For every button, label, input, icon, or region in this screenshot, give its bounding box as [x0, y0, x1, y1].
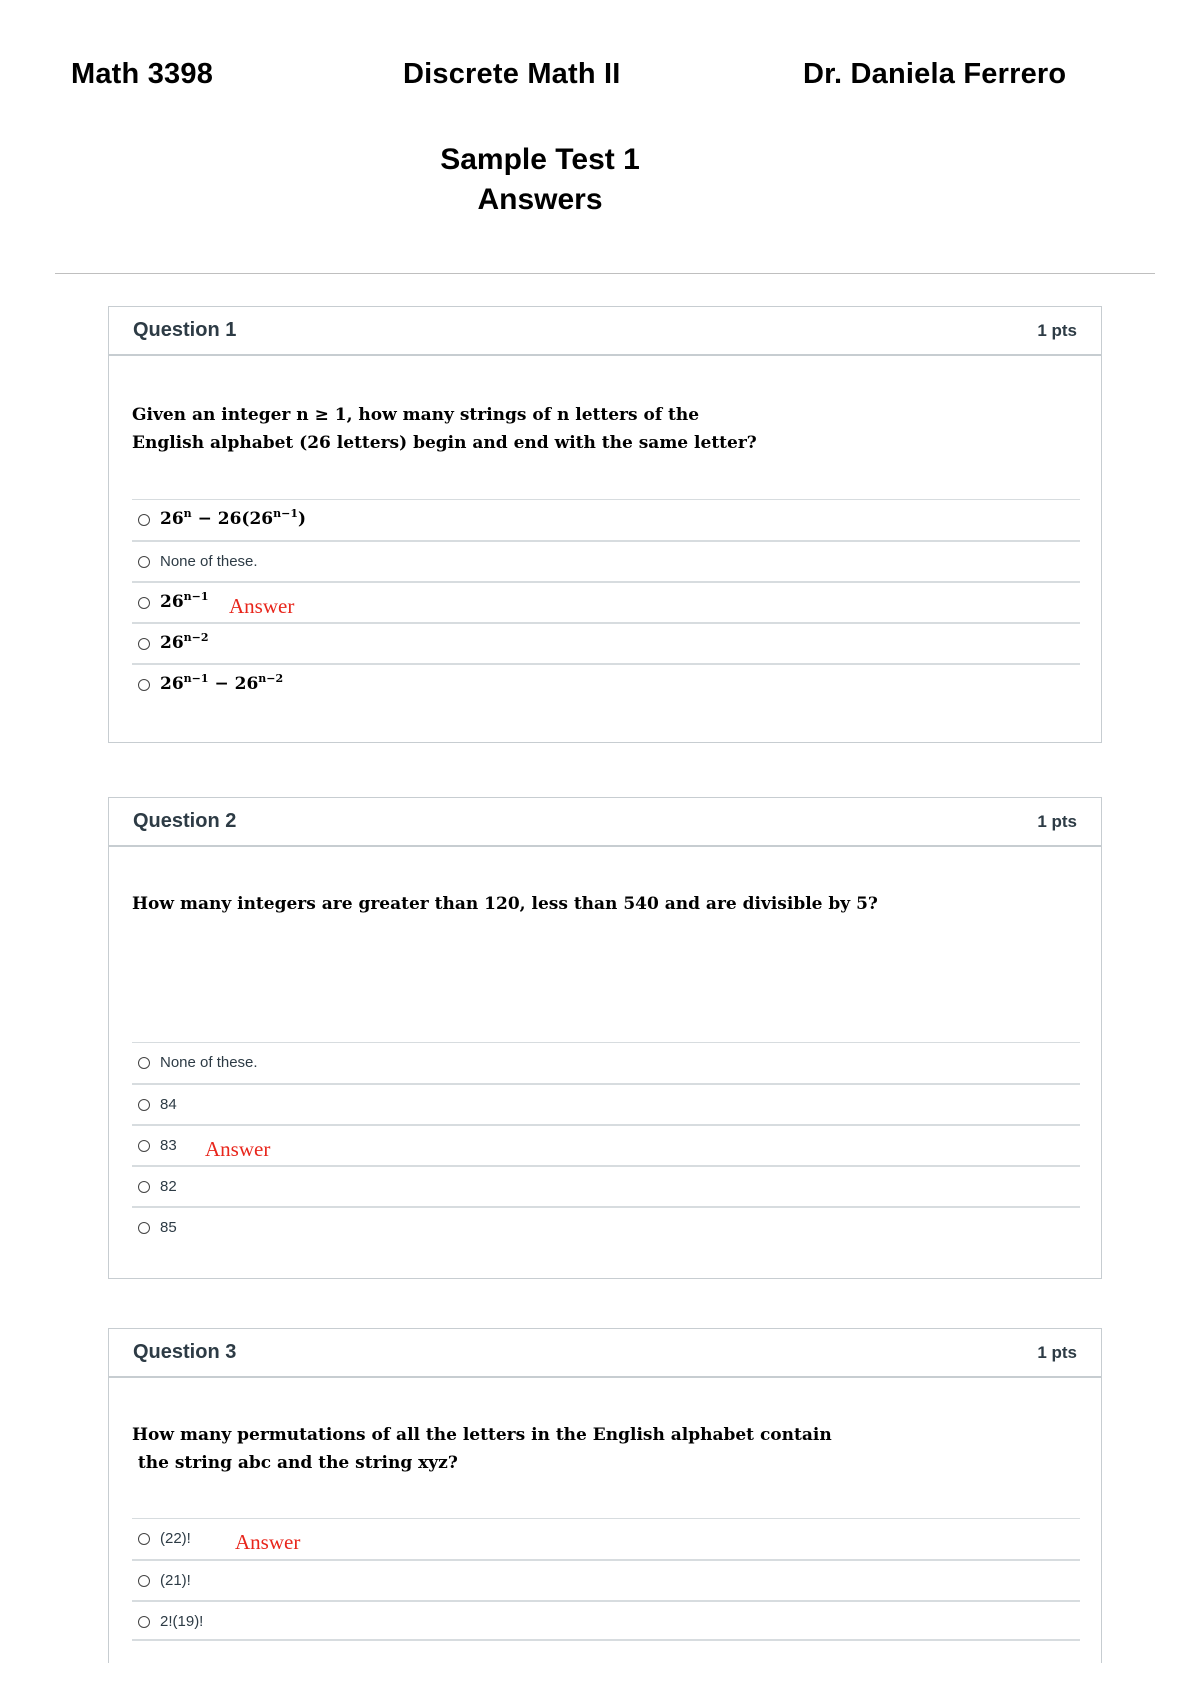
answer-list [132, 499, 1080, 704]
answer-expression: $26^n - 26(26^{n-1})$ [160, 507, 307, 529]
answer-expression: $26^{n-1}$ [160, 590, 209, 612]
answer-option-correct[interactable] [132, 1124, 1080, 1165]
answer-marker: Answer [205, 1137, 271, 1161]
radio-button[interactable] [138, 514, 150, 526]
radio-button[interactable] [138, 1533, 150, 1545]
question-header [109, 307, 1101, 356]
radio-button[interactable] [138, 1140, 150, 1152]
question-points: 1 pts [1037, 812, 1077, 831]
answer-marker: Answer [229, 594, 295, 618]
answer-text: None of these. [160, 553, 258, 570]
answer-option[interactable] [132, 1083, 1080, 1124]
answer-list [132, 1518, 1080, 1641]
answer-text: 84 [160, 1096, 177, 1113]
question-text [132, 1421, 832, 1477]
answer-text: 82 [160, 1178, 177, 1195]
answer-option[interactable] [132, 540, 1080, 581]
answer-option-correct[interactable] [132, 1518, 1080, 1559]
question-points: 1 pts [1037, 1343, 1077, 1362]
test-title: Sample Test 1 [440, 143, 640, 176]
question-title: Question 1 [133, 319, 237, 341]
header-divider [55, 273, 1155, 274]
test-subtitle: Answers [477, 183, 603, 216]
answer-option[interactable] [132, 1206, 1080, 1247]
answer-option[interactable] [132, 499, 1080, 540]
question-text [132, 890, 878, 918]
answer-text: 2!(19)! [160, 1613, 204, 1630]
question-header [109, 1329, 1101, 1378]
answer-text: 83 [160, 1137, 177, 1154]
question-text-line-1: How many permutations of all the letters in the English alphabet contain [132, 1425, 832, 1445]
question-2-card [108, 797, 1102, 1279]
radio-button[interactable] [138, 597, 150, 609]
radio-button[interactable] [138, 1575, 150, 1587]
answer-option-correct[interactable] [132, 581, 1080, 622]
question-text-line-1: Given an integer n ≥ 1, how many strings of n letters of the [132, 405, 700, 425]
answer-expression: $26^{n-1} - 26^{n-2}$ [160, 672, 284, 694]
test-title-block [0, 140, 1080, 220]
answer-option[interactable] [132, 1600, 1080, 1641]
question-points: 1 pts [1037, 321, 1077, 340]
radio-button[interactable] [138, 679, 150, 691]
radio-button[interactable] [138, 638, 150, 650]
answer-text: (22)! [160, 1530, 191, 1547]
answer-option[interactable] [132, 1042, 1080, 1083]
question-text-line-1: How many integers are greater than 120, less than 540 and are divisible by 5? [132, 894, 878, 914]
answer-list [132, 1042, 1080, 1247]
radio-button[interactable] [138, 556, 150, 568]
question-text-line-2: English alphabet (26 letters) begin and end with the same letter? [132, 433, 757, 453]
question-text-line-2: the string abc and the string xyz? [132, 1453, 458, 1473]
answer-text: None of these. [160, 1054, 258, 1071]
instructor-name: Dr. Daniela Ferrero [803, 58, 1067, 90]
answer-text: (21)! [160, 1572, 191, 1589]
answer-expression: $26^{n-2}$ [160, 631, 209, 653]
course-title: Discrete Math II [403, 58, 621, 90]
answer-option[interactable] [132, 1559, 1080, 1600]
course-number: Math 3398 [71, 58, 214, 90]
radio-button[interactable] [138, 1057, 150, 1069]
question-title: Question 2 [133, 810, 237, 832]
question-title: Question 3 [133, 1341, 237, 1363]
question-text [132, 401, 757, 457]
page-header [0, 58, 1200, 98]
question-header [109, 798, 1101, 847]
answer-option[interactable] [132, 663, 1080, 704]
answer-text: 85 [160, 1219, 177, 1236]
radio-button[interactable] [138, 1222, 150, 1234]
answer-option[interactable] [132, 1165, 1080, 1206]
answer-option[interactable] [132, 622, 1080, 663]
answer-marker: Answer [235, 1530, 301, 1554]
radio-button[interactable] [138, 1099, 150, 1111]
question-1-card [108, 306, 1102, 743]
radio-button[interactable] [138, 1181, 150, 1193]
question-3-card [108, 1328, 1102, 1663]
radio-button[interactable] [138, 1616, 150, 1628]
